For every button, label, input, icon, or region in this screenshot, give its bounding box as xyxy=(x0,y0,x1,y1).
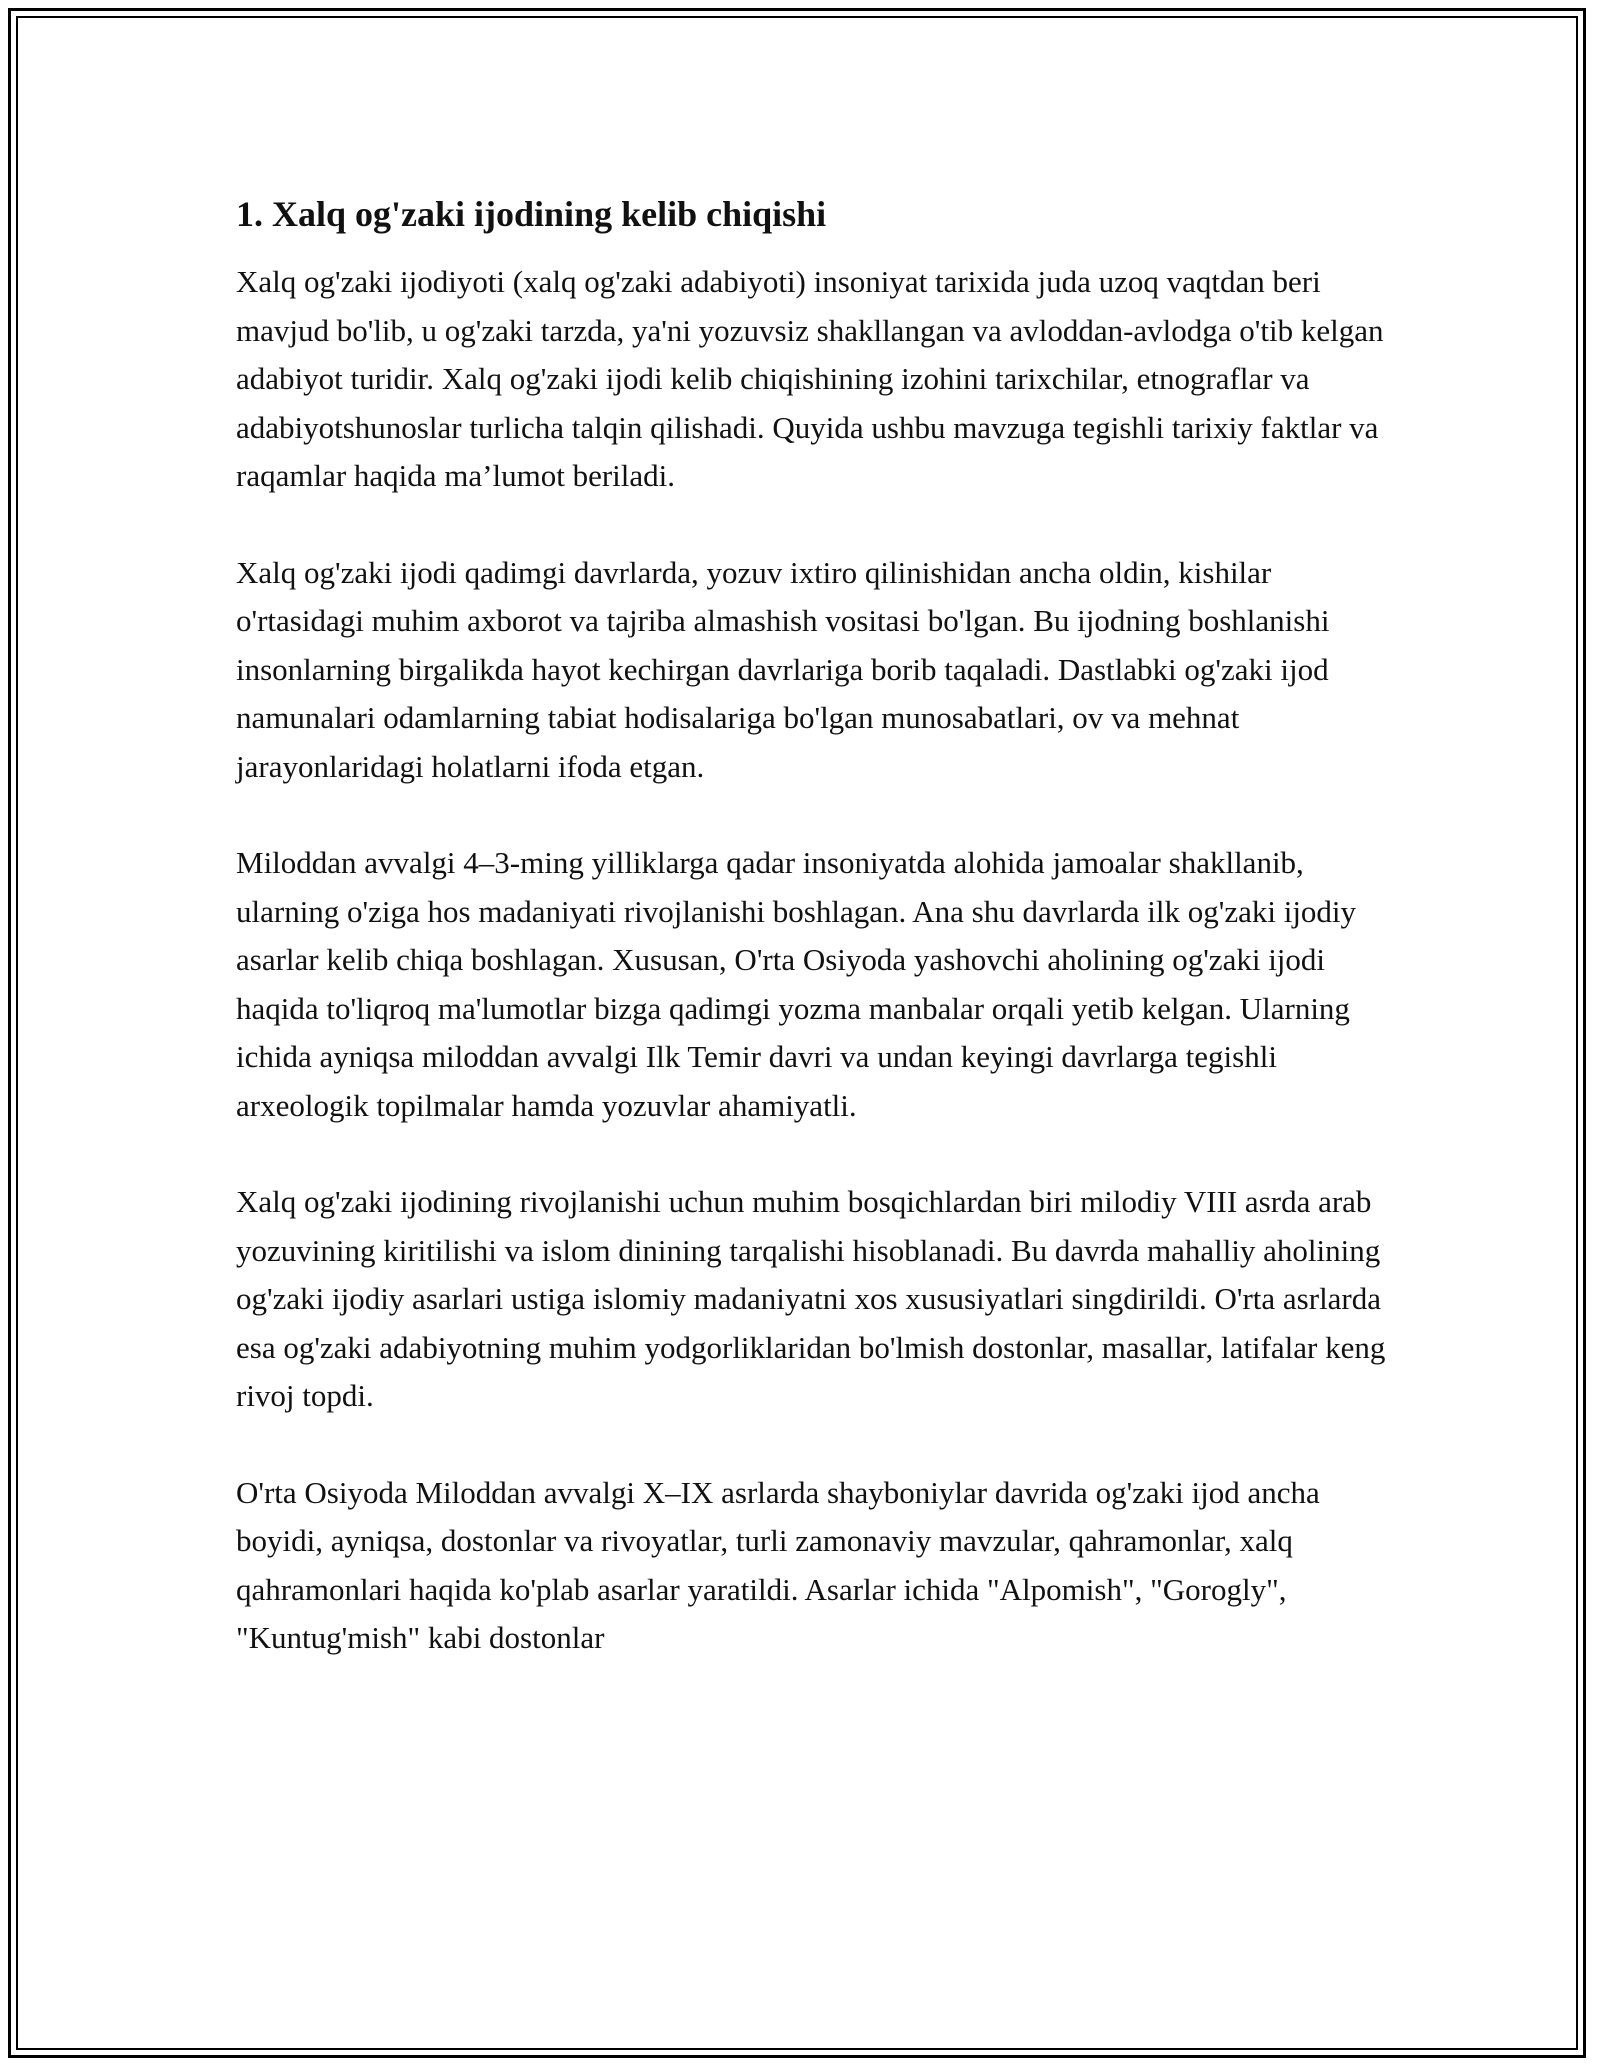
paragraph-3: Miloddan avvalgi 4–3-ming yilliklarga qadar insoniyatda alohida jamoalar shakllanib, ularning o'ziga hos madaniyati rivojlanishi boshlagan. Ana shu davrlarda ilk og'zaki ijodiy asarlar kelib chiqa boshlagan. Xususan, O'rta Osiyoda yashovchi aholining og'zaki ijodi haqida to'liqroq ma'lumotlar bizga qadimgi yozma manbalar orqali yetib kelgan. Ularning ichida ayniqsa miloddan avvalgi Ilk Temir davri va undan keyingi davrlarga tegishli arxeologik topilmalar hamda yozuvlar ahamiyatli. xyxy=(236,845,1357,1123)
paragraph-1: Xalq og'zaki ijodiyoti (xalq og'zaki adabiyoti) insoniyat tarixida juda uzoq vaqtdan beri mavjud bo'lib, u og'zaki tarzda, ya'ni yozuvsiz shakllangan va avloddan-avlodga o'tib kelgan adabiyot turidir. Xalq og'zaki ijodi kelib chiqishining izohini tarixchilar, etnograflar va adabiyotshunoslar turlicha talqin qilishadi. Quyida ushbu mavzuga tegishli tarixiy faktlar va raqamlar haqida ma’lumot beriladi. xyxy=(236,264,1384,493)
section-heading: 1. Xalq og'zaki ijodining kelib chiqishi xyxy=(236,194,827,234)
document-body xyxy=(236,190,1386,1711)
paragraph-4: Xalq og'zaki ijodining rivojlanishi uchun muhim bosqichlardan biri milodiy VIII asrda arab yozuvining kiritilishi va islom dinining tarqalishi hisoblanadi. Bu davrda mahalliy aholining og'zaki ijodiy asarlari ustiga islomiy madaniyatni xos xususiyatlari singdirildi. O'rta asrlarda esa og'zaki adabiyotning muhim yodgorliklaridan bo'lmish dostonlar, masallar, latifalar keng rivoj topdi. xyxy=(236,1184,1386,1413)
paragraph-2: Xalq og'zaki ijodi qadimgi davrlarda, yozuv ixtiro qilinishidan ancha oldin, kishilar o'rtasidagi muhim axborot va tajriba almashish vositasi bo'lgan. Bu ijodning boshlanishi insonlarning birgalikda hayot kechirgan davrlariga borib taqaladi. Dastlabki og'zaki ijod namunalari odamlarning tabiat hodisalariga bo'lgan munosabatlari, ov va mehnat jarayonlaridagi holatlarni ifoda etgan. xyxy=(236,554,1330,784)
paragraph-5: O'rta Osiyoda Miloddan avvalgi X–IX asrlarda shayboniylar davrida og'zaki ijod ancha boyidi, ayniqsa, dostonlar va rivoyatlar, turli zamonaviy mavzular, qahramonlar, xalq qahramonlari haqida ko'plab asarlar yaratildi. Asarlar ichida "Alpomish", "Gorogly", "Kuntug'mish" kabi dostonlar xyxy=(236,1474,1320,1655)
